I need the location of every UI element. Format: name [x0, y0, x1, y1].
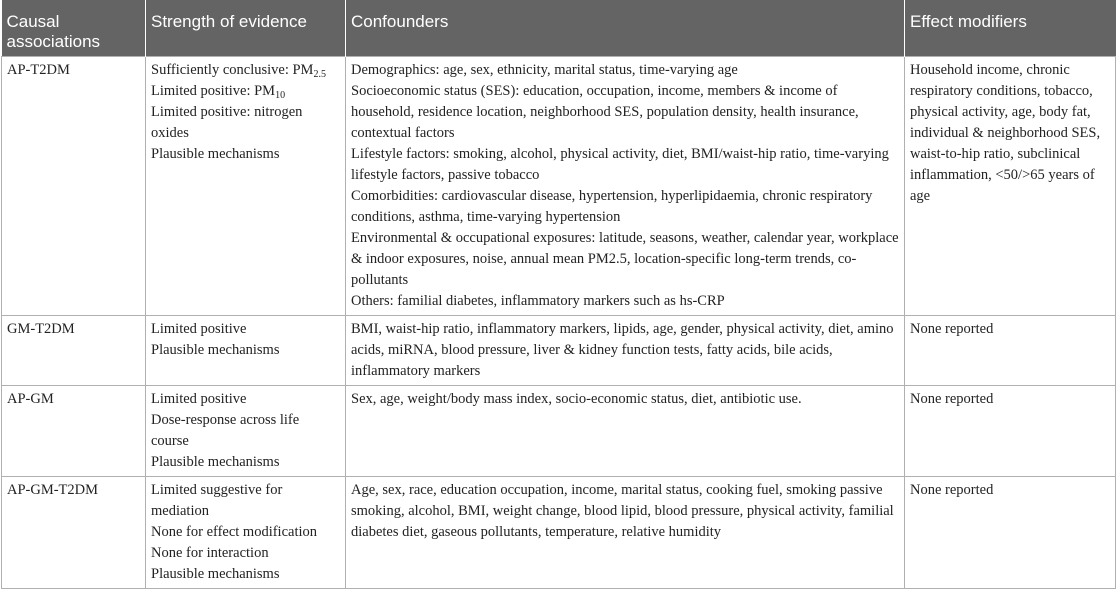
association-cell: AP-GM [2, 386, 146, 477]
confounders-cell [346, 386, 905, 477]
confounder-line: BMI, waist-hip ratio, inflammatory markers, lipids, age, gender, physical activity, diet, amino acids, miRNA, blood pressure, liver & kidney function tests, fatty acids, bile acids, inflammatory markers [351, 321, 894, 379]
evidence-cell [146, 316, 346, 386]
confounders-cell [346, 57, 905, 316]
evidence-text: Limited positive: PM [151, 83, 276, 99]
effect-modifiers-cell: None reported [905, 477, 1116, 589]
evidence-line [151, 319, 340, 340]
table-row [2, 386, 1116, 477]
effect-modifiers-cell: None reported [905, 386, 1116, 477]
evidence-line [151, 564, 340, 585]
confounder-line: Lifestyle factors: smoking, alcohol, physical activity, diet, BMI/waist-hip ratio, time-varying lifestyle factors, passive tobacco [351, 146, 889, 183]
evidence-cell [146, 386, 346, 477]
effect-modifiers-cell: Household income, chronic respiratory conditions, tobacco, physical activity, age, body fat, individual & neighborhood SES, waist-to-hip ratio, subclinical inflammation, <50/>65 years of age [905, 57, 1116, 316]
confounder-line: Environmental & occupational exposures: latitude, seasons, weather, calendar year, workplace & indoor exposures, noise, annual mean PM2.5, location-specific long-term trends, co-pollutants [351, 230, 899, 288]
association-cell: AP-GM-T2DM [2, 477, 146, 589]
confounder-line: Demographics: age, sex, ethnicity, marital status, time-varying age [351, 62, 738, 78]
header-strength-of-evidence: Strength of evidence [146, 0, 346, 57]
confounders-cell [346, 477, 905, 589]
evidence-text: Plausible mechanisms [151, 342, 280, 358]
header-row [2, 0, 1116, 57]
evidence-text: Limited positive [151, 321, 247, 337]
table-header [2, 0, 1116, 57]
evidence-text: Dose-response across life course [151, 412, 300, 449]
evidence-line [151, 522, 340, 543]
evidence-line [151, 452, 340, 473]
header-causal-associations: Causal associations [2, 0, 146, 57]
evidence-table [1, 0, 1116, 589]
evidence-line [151, 340, 340, 361]
evidence-cell [146, 57, 346, 316]
evidence-line [151, 389, 340, 410]
table-row [2, 316, 1116, 386]
confounder-line: Comorbidities: cardiovascular disease, hypertension, hyperlipidaemia, chronic respiratory conditions, asthma, time-varying hypertension [351, 188, 873, 225]
evidence-text: Plausible mechanisms [151, 146, 280, 162]
table-row [2, 57, 1116, 316]
evidence-line [151, 102, 340, 144]
confounder-line: Socioeconomic status (SES): education, occupation, income, members & income of household, residence location, neighborhood SES, population density, health insurance, contextual factors [351, 83, 859, 141]
header-effect-modifiers: Effect modifiers [905, 0, 1116, 57]
evidence-text: None for interaction [151, 545, 269, 561]
evidence-text: Sufficiently conclusive: PM [151, 62, 314, 78]
header-confounders: Confounders [346, 0, 905, 57]
evidence-subscript: 2.5 [313, 69, 326, 80]
evidence-line [151, 60, 340, 81]
confounder-line: Age, sex, race, education occupation, income, marital status, cooking fuel, smoking passive smoking, alcohol, BMI, weight change, blood lipid, blood pressure, physical activity, familial diabetes diet, gaseous pollutants, temperature, relative humidity [351, 482, 894, 540]
table-row [2, 477, 1116, 589]
confounder-line: Others: familial diabetes, inflammatory markers such as hs-CRP [351, 293, 725, 309]
evidence-line [151, 480, 340, 522]
association-cell: GM-T2DM [2, 316, 146, 386]
evidence-text: Plausible mechanisms [151, 566, 280, 582]
confounders-cell [346, 316, 905, 386]
confounder-line: Sex, age, weight/body mass index, socio-economic status, diet, antibiotic use. [351, 391, 802, 407]
table-body [2, 57, 1116, 589]
evidence-text: Limited suggestive for mediation [151, 482, 283, 519]
evidence-text: Limited positive [151, 391, 247, 407]
evidence-line [151, 81, 340, 102]
evidence-text: None for effect modification [151, 524, 318, 540]
evidence-text: Plausible mechanisms [151, 454, 280, 470]
effect-modifiers-cell: None reported [905, 316, 1116, 386]
evidence-line [151, 144, 340, 165]
evidence-line [151, 410, 340, 452]
evidence-text: Limited positive: nitrogen oxides [151, 104, 303, 141]
evidence-line [151, 543, 340, 564]
evidence-cell [146, 477, 346, 589]
evidence-subscript: 10 [275, 90, 286, 101]
association-cell: AP-T2DM [2, 57, 146, 316]
